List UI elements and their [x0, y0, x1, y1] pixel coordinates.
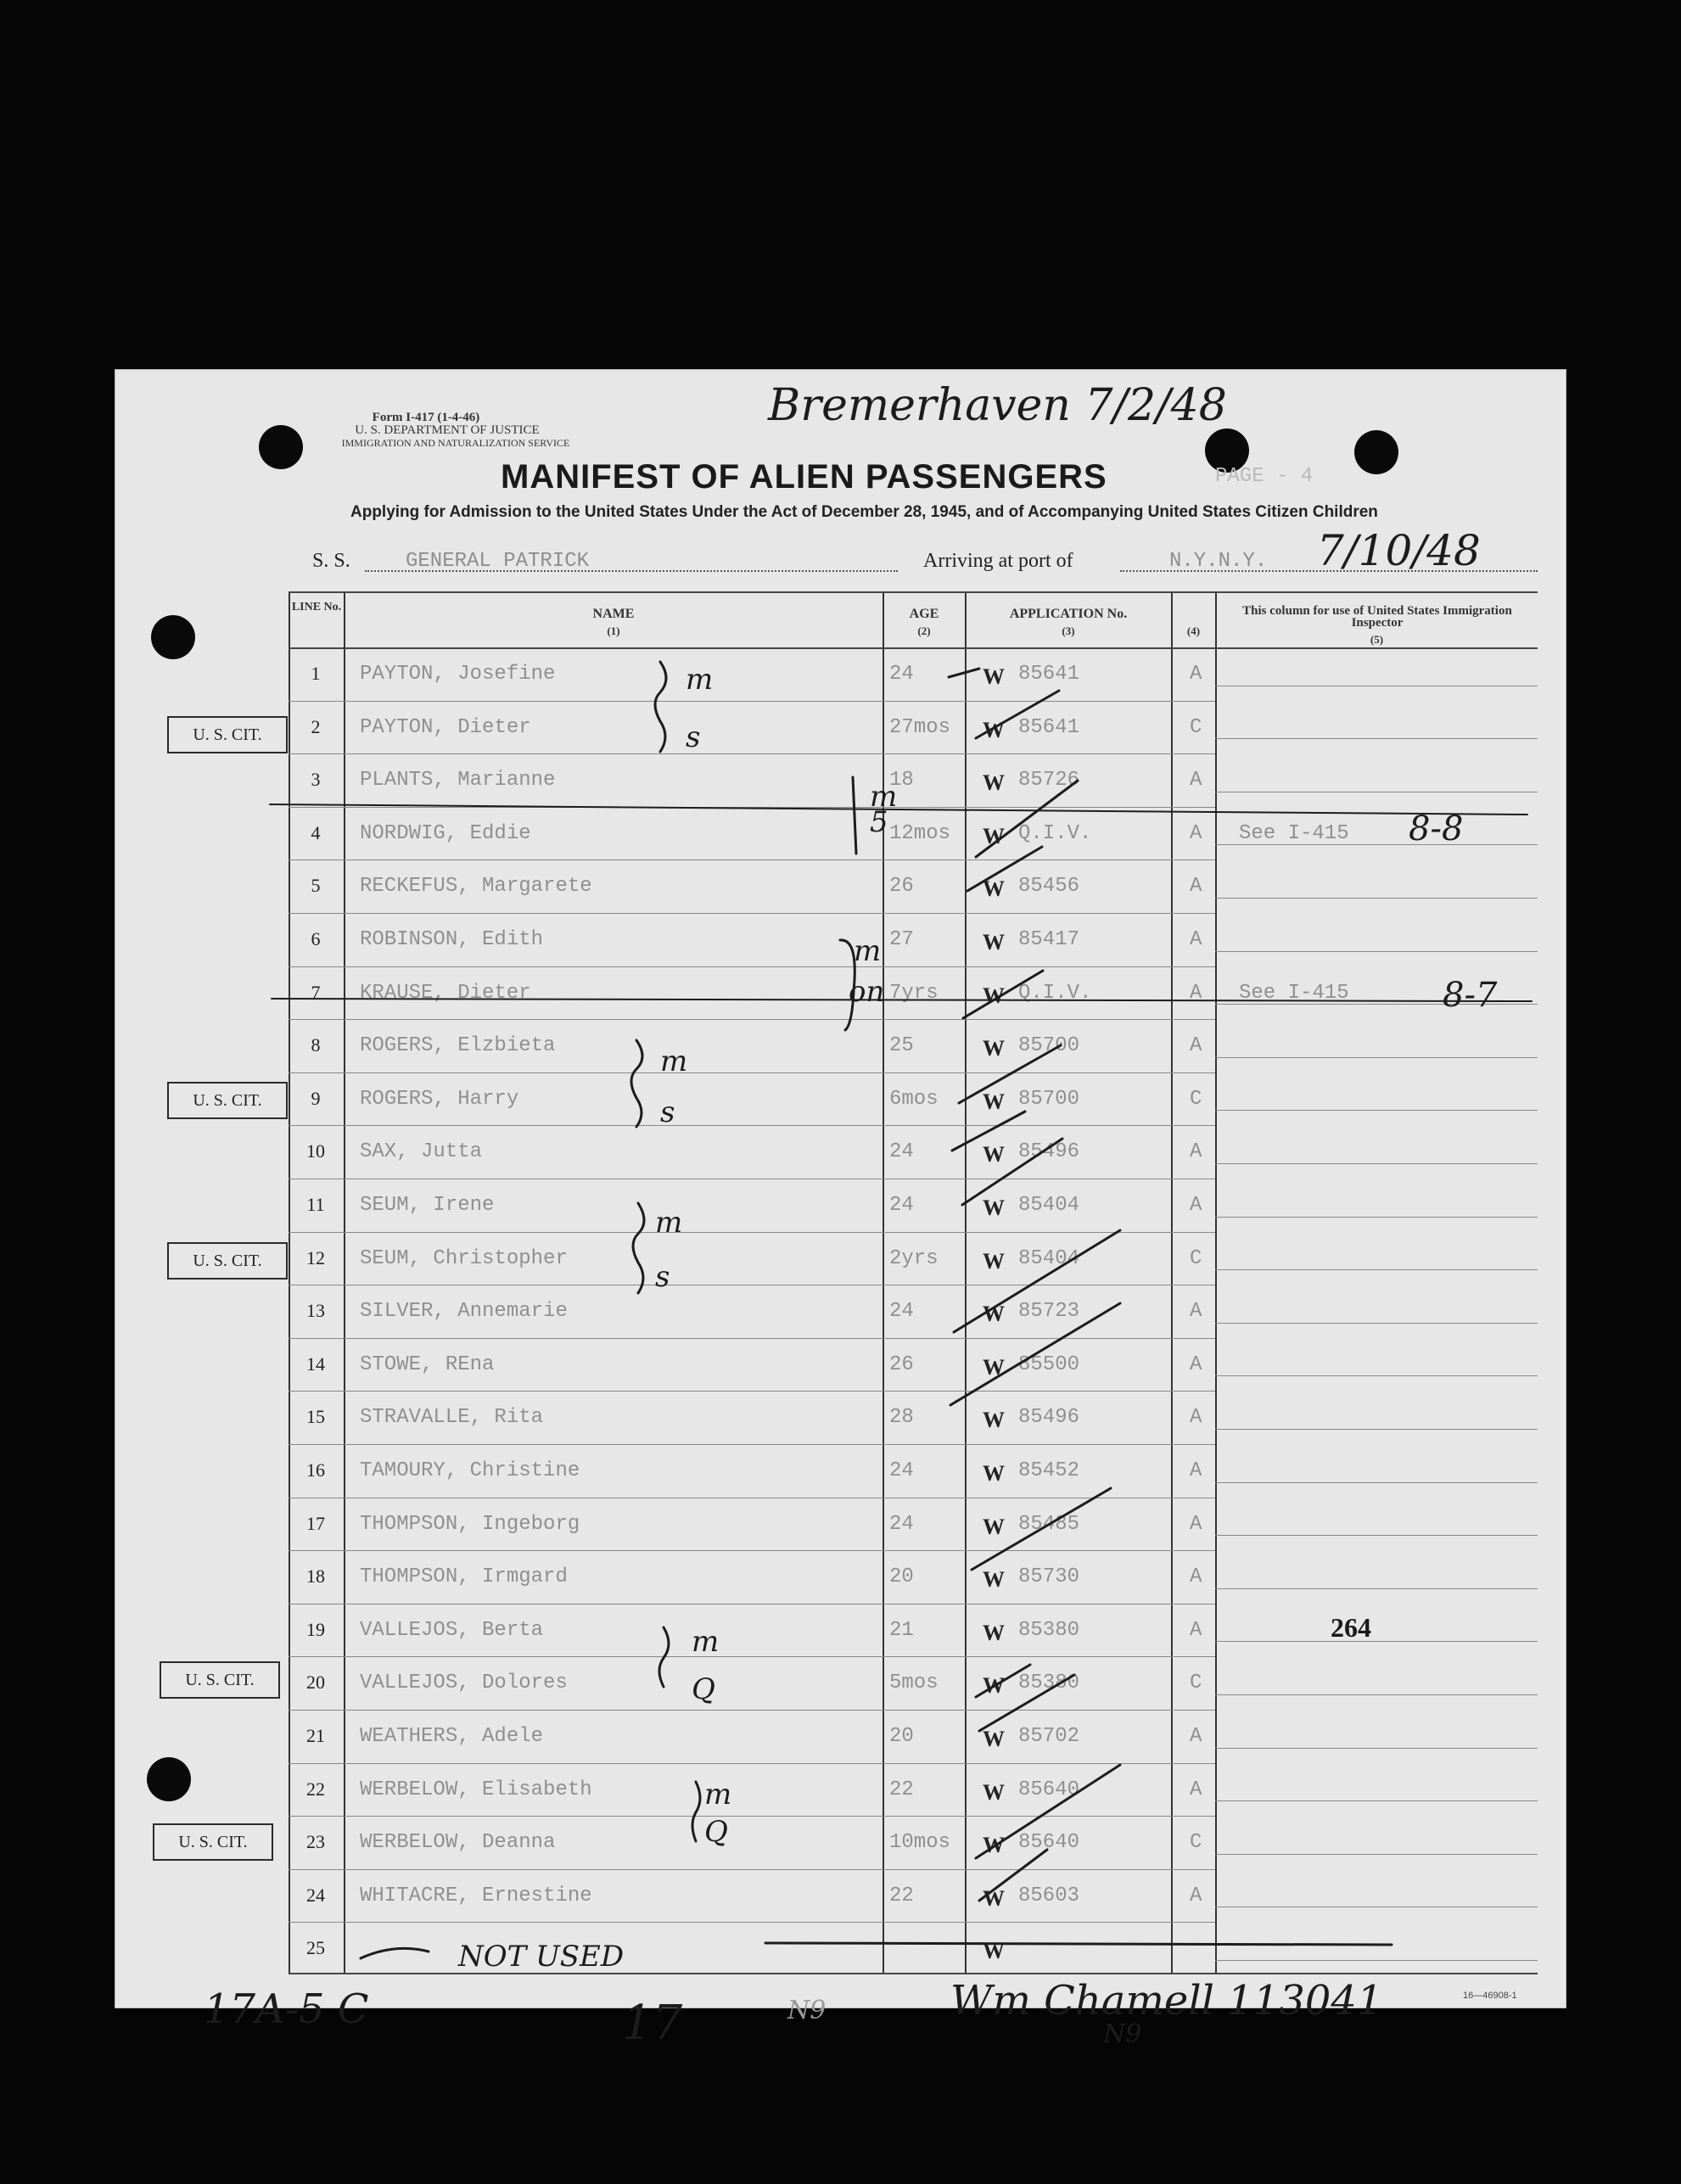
us-citizen-stamp: U. S. CIT.	[167, 1242, 288, 1280]
line-number: 6	[311, 928, 321, 949]
application-prefix: W	[983, 1514, 1005, 1539]
application-prefix: W	[983, 930, 1005, 955]
passenger-name: VALLEJOS, Dolores	[360, 1672, 568, 1695]
application-prefix: W	[983, 823, 1005, 848]
column-4-code: A	[1190, 1406, 1202, 1430]
application-prefix: W	[983, 1567, 1005, 1593]
port-name: N.Y.N.Y.	[1169, 550, 1268, 573]
col-header-line: LINE No.	[291, 601, 342, 613]
us-citizen-stamp: U. S. CIT.	[153, 1823, 273, 1861]
printer-code: 16—46908-1	[1463, 1991, 1517, 2001]
line-number: 13	[306, 1300, 325, 1322]
inspector-signature: Wm Chamell 113041	[950, 1977, 1383, 2024]
application-prefix: W	[983, 1939, 1005, 1964]
application-prefix: W	[983, 876, 1005, 902]
application-number: 85404	[1018, 1246, 1080, 1270]
svg-text:s: s	[655, 1260, 670, 1294]
passenger-name: ROGERS, Elzbieta	[360, 1034, 556, 1058]
column-4-code: A	[1190, 1459, 1202, 1482]
line-number: 19	[306, 1618, 325, 1640]
col-header-application: APPLICATION No.	[1009, 607, 1128, 621]
column-4-code: C	[1190, 715, 1202, 739]
application-prefix: W	[983, 1727, 1005, 1751]
passenger-name: WEATHERS, Adele	[360, 1725, 544, 1748]
passenger-name: PAYTON, Dieter	[360, 715, 531, 739]
application-prefix: W	[983, 1089, 1005, 1114]
application-number: 85702	[1018, 1725, 1080, 1748]
passenger-age: 24	[889, 1512, 914, 1536]
col-header-name: NAME	[592, 607, 635, 621]
passenger-age: 24	[889, 1194, 914, 1217]
col-header-age: AGE	[909, 607, 939, 621]
application-prefix: W	[983, 1196, 1005, 1220]
handwritten-not-used: NOT USED	[458, 1940, 625, 1974]
passenger-age: 24	[889, 1459, 914, 1482]
passenger-name: TAMOURY, Christine	[360, 1459, 580, 1482]
passenger-name: PAYTON, Josefine	[360, 663, 556, 686]
passenger-name: VALLEJOS, Berta	[360, 1618, 544, 1642]
application-prefix: W	[983, 1354, 1005, 1380]
column-4-code: A	[1190, 1034, 1202, 1058]
application-number: 85496	[1018, 1140, 1080, 1164]
svg-text:Q: Q	[704, 1815, 728, 1849]
application-number: 85700	[1018, 1034, 1080, 1058]
svg-text:m: m	[854, 934, 882, 968]
svg-text:5: 5	[870, 805, 888, 839]
passenger-age: 7yrs	[889, 981, 939, 1005]
passenger-name: NORDWIG, Eddie	[360, 821, 531, 845]
handwritten-initials: 8-7	[1443, 976, 1498, 1015]
application-number: 85452	[1018, 1459, 1080, 1482]
application-number: 85496	[1018, 1406, 1080, 1430]
application-number: 85640	[1018, 1831, 1080, 1855]
column-4-code: A	[1190, 663, 1202, 686]
column-4-code: A	[1190, 1300, 1202, 1324]
application-prefix: W	[983, 1461, 1005, 1486]
col-header-inspector: This column for use of United States Immigration Inspector	[1242, 604, 1512, 630]
line-number: 7	[311, 981, 321, 1003]
passenger-name: ROGERS, Harry	[360, 1087, 519, 1111]
passenger-name: WERBELOW, Deanna	[360, 1831, 556, 1855]
svg-text:m: m	[660, 1044, 688, 1078]
department-name: U. S. DEPARTMENT OF JUSTICE	[355, 423, 540, 437]
handwritten-faint-note: N9	[787, 1996, 826, 2025]
passenger-age: 22	[889, 1778, 914, 1801]
column-4-code: A	[1190, 928, 1202, 951]
col-header-age-num: (2)	[917, 624, 931, 637]
handwritten-bottom-number: 17	[622, 1996, 683, 2051]
application-number: 85641	[1018, 663, 1080, 686]
page-title: MANIFEST OF ALIEN PASSENGERS	[501, 458, 1107, 496]
col-header-application-num: (3)	[1062, 624, 1075, 637]
column-4-code: A	[1190, 1884, 1202, 1907]
application-prefix: W	[983, 664, 1005, 689]
passenger-age: 24	[889, 1140, 914, 1164]
line-number: 18	[306, 1565, 325, 1588]
passenger-name: WHITACRE, Ernestine	[360, 1884, 592, 1907]
column-4-code: C	[1190, 1246, 1202, 1270]
passenger-age: 24	[889, 1300, 914, 1324]
column-4-code: A	[1190, 1565, 1202, 1589]
line-number: 3	[311, 769, 321, 791]
column-4-code: A	[1190, 1352, 1202, 1376]
passenger-name: THOMPSON, Ingeborg	[360, 1512, 580, 1536]
column-4-code: A	[1190, 1194, 1202, 1217]
passenger-name: SAX, Jutta	[360, 1140, 483, 1164]
col-header-4-num: (4)	[1186, 624, 1201, 637]
svg-text:m: m	[655, 1206, 683, 1240]
application-number: 85417	[1018, 928, 1080, 951]
passenger-name: SEUM, Irene	[360, 1194, 495, 1217]
application-prefix: W	[983, 1833, 1005, 1858]
line-number: 14	[306, 1352, 325, 1375]
line-number: 21	[306, 1725, 325, 1746]
application-prefix: W	[983, 1036, 1005, 1061]
line-number: 20	[306, 1672, 325, 1694]
application-prefix: W	[983, 1142, 1005, 1168]
passenger-age: 10mos	[889, 1831, 951, 1855]
application-number: 85723	[1018, 1300, 1080, 1324]
column-4-code: A	[1190, 981, 1202, 1005]
svg-text:m: m	[692, 1625, 720, 1659]
application-number: 85700	[1018, 1087, 1080, 1111]
passenger-age: 12mos	[889, 821, 951, 845]
page-subtitle: Applying for Admission to the United States Under the Act of December 28, 1945, and of Accompanying United States Citizen Children	[350, 503, 1378, 521]
line-number: 23	[306, 1831, 325, 1853]
line-number: 22	[306, 1778, 325, 1800]
arriving-label: Arriving at port of	[923, 550, 1073, 572]
column-4-code: A	[1190, 769, 1202, 792]
line-number: 1	[311, 663, 321, 684]
handwritten-bottom-left: 17A-5 C	[204, 1985, 369, 2033]
ss-label: S. S.	[312, 550, 350, 572]
passenger-age: 21	[889, 1618, 914, 1642]
handwritten-port-note: Bremerhaven 7/2/48	[768, 380, 1227, 431]
passenger-age: 6mos	[889, 1087, 939, 1111]
passenger-age: 26	[889, 875, 914, 899]
form-number: Form I-417 (1-4-46)	[372, 411, 480, 424]
application-number: Q.I.V.	[1018, 981, 1092, 1005]
application-prefix: W	[983, 1673, 1005, 1699]
application-number: 85603	[1018, 1884, 1080, 1907]
column-4-code: A	[1190, 1778, 1202, 1801]
line-number: 2	[311, 715, 321, 737]
passenger-name: STRAVALLE, Rita	[360, 1406, 544, 1430]
passenger-name: KRAUSE, Dieter	[360, 981, 531, 1005]
passenger-age: 24	[889, 663, 914, 686]
application-number: 85380	[1018, 1618, 1080, 1642]
passenger-age: 28	[889, 1406, 914, 1430]
line-number: 24	[306, 1884, 325, 1906]
passenger-age: 20	[889, 1725, 914, 1748]
line-number: 17	[306, 1512, 325, 1534]
service-name: IMMIGRATION AND NATURALIZATION SERVICE	[341, 437, 570, 449]
passenger-name: ROBINSON, Edith	[360, 928, 544, 951]
ship-name: GENERAL PATRICK	[406, 550, 590, 573]
passenger-name: SEUM, Christopher	[360, 1246, 568, 1270]
column-4-code: C	[1190, 1672, 1202, 1695]
application-number: 85730	[1018, 1565, 1080, 1589]
line-number: 4	[311, 821, 321, 843]
column-4-code: A	[1190, 1618, 1202, 1642]
passenger-age: 18	[889, 769, 914, 792]
handwritten-initials: 8-8	[1409, 809, 1464, 848]
column-4-code: A	[1190, 1725, 1202, 1748]
col-header-name-num: (1)	[607, 624, 620, 637]
application-number: 85726	[1018, 769, 1080, 792]
application-prefix: W	[983, 983, 1005, 1008]
application-number: 85380	[1018, 1672, 1080, 1695]
passenger-age: 27	[889, 928, 914, 951]
svg-text:m: m	[686, 663, 714, 697]
passenger-age: 27mos	[889, 715, 951, 739]
passenger-age: 25	[889, 1034, 914, 1058]
application-prefix: W	[983, 1620, 1005, 1645]
passenger-name: STOWE, REna	[360, 1352, 495, 1376]
application-prefix: W	[983, 717, 1005, 742]
svg-text:Q: Q	[692, 1672, 715, 1706]
passenger-age: 2yrs	[889, 1246, 939, 1270]
us-citizen-stamp: U. S. CIT.	[160, 1661, 280, 1699]
application-prefix: W	[983, 1885, 1005, 1911]
application-prefix: W	[983, 770, 1005, 796]
column-4-code: C	[1190, 1087, 1202, 1111]
application-number: 85456	[1018, 875, 1080, 899]
us-citizen-stamp: U. S. CIT.	[167, 716, 288, 753]
page-number: PAGE - 4	[1215, 465, 1314, 488]
line-number: 12	[306, 1246, 325, 1268]
passenger-age: 26	[889, 1352, 914, 1376]
passenger-name: THOMPSON, Irmgard	[360, 1565, 568, 1589]
line-number: 8	[311, 1034, 321, 1056]
passenger-name: PLANTS, Marianne	[360, 769, 556, 792]
line-number: 16	[306, 1459, 325, 1481]
inspector-note: See I-415	[1239, 981, 1349, 1005]
signature-note: N9	[1103, 2019, 1142, 2049]
passenger-age: 5mos	[889, 1672, 939, 1695]
line-number: 25	[306, 1937, 325, 1959]
column-4-code: A	[1190, 1140, 1202, 1164]
passenger-name: WERBELOW, Elisabeth	[360, 1778, 592, 1801]
svg-text:m: m	[704, 1778, 732, 1812]
application-number: 85640	[1018, 1778, 1080, 1801]
application-number: 85500	[1018, 1352, 1080, 1376]
application-prefix: W	[983, 1408, 1005, 1433]
column-4-code: A	[1190, 875, 1202, 899]
passenger-name: RECKEFUS, Margarete	[360, 875, 592, 899]
stamp-number: 264	[1331, 1612, 1371, 1643]
passenger-age: 22	[889, 1884, 914, 1907]
application-number: 85641	[1018, 715, 1080, 739]
passenger-age: 20	[889, 1565, 914, 1589]
line-number: 11	[306, 1194, 325, 1215]
line-number: 15	[306, 1406, 325, 1428]
application-prefix: W	[983, 1248, 1005, 1274]
application-number: 85485	[1018, 1512, 1080, 1536]
svg-text:s: s	[686, 720, 701, 754]
inspector-note: See I-415	[1239, 821, 1349, 845]
passenger-name: SILVER, Annemarie	[360, 1300, 568, 1324]
us-citizen-stamp: U. S. CIT.	[167, 1082, 288, 1119]
application-prefix: W	[983, 1779, 1005, 1805]
line-number: 5	[311, 875, 321, 897]
line-number: 10	[306, 1140, 325, 1162]
svg-text:m: m	[870, 780, 898, 814]
svg-text:on: on	[849, 975, 885, 1009]
svg-text:s: s	[660, 1095, 675, 1129]
application-number: 85404	[1018, 1194, 1080, 1217]
application-number: Q.I.V.	[1018, 821, 1092, 845]
application-prefix: W	[983, 1302, 1005, 1327]
column-4-code: A	[1190, 821, 1202, 845]
line-number: 9	[311, 1087, 321, 1109]
column-4-code: C	[1190, 1831, 1202, 1855]
column-4-code: A	[1190, 1512, 1202, 1536]
col-header-inspector-num: (5)	[1370, 633, 1384, 646]
handwritten-arrival-date: 7/10/48	[1317, 526, 1481, 575]
